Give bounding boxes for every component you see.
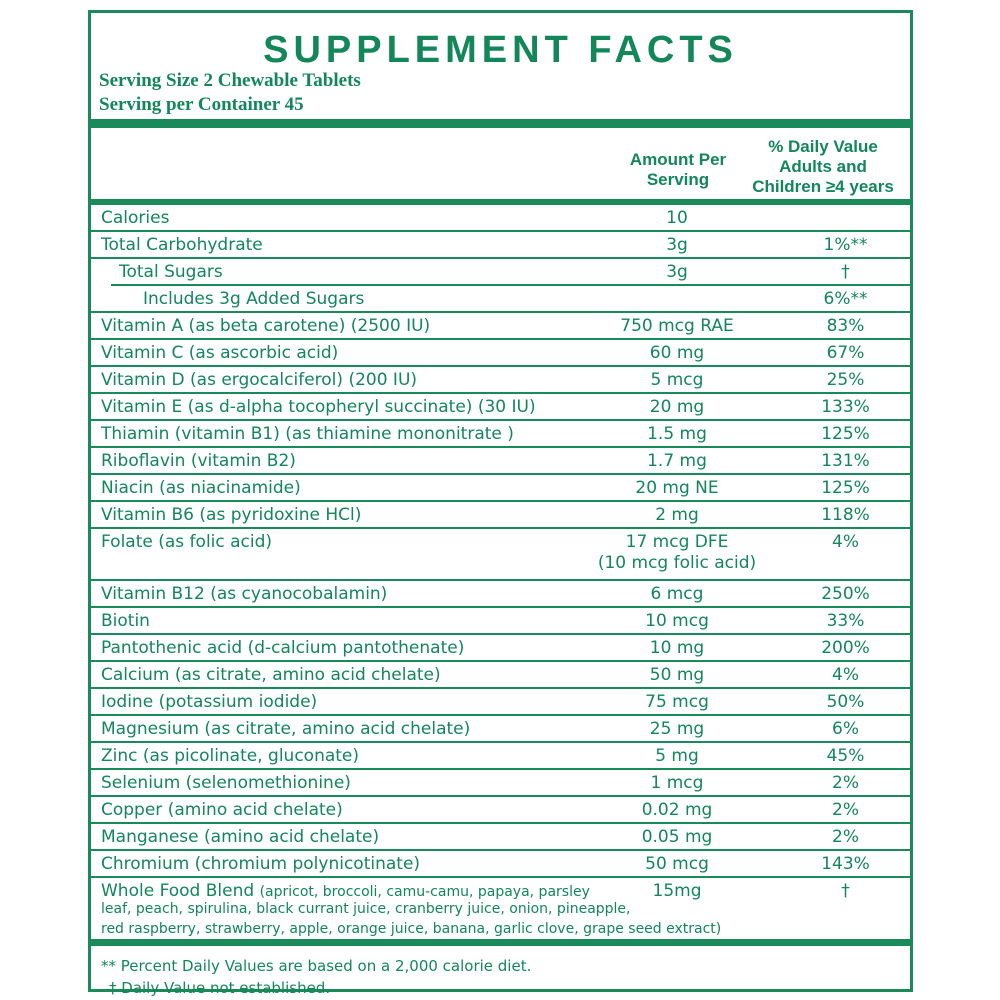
nutrient-amount: 6 mcg: [650, 584, 704, 604]
nutrient-amount: 10 mcg: [645, 611, 709, 631]
table-row: [91, 635, 910, 662]
nutrient-name: Copper (amino acid chelate): [101, 800, 343, 820]
nutrient-dv: 1%**: [823, 235, 868, 255]
table-row: [91, 608, 910, 635]
table-row: [91, 581, 910, 608]
table-row-whole-food-blend: [91, 878, 910, 942]
nutrient-name: Vitamin E (as d-alpha tocopheryl succinate) (30 IU): [101, 397, 536, 417]
table-row: [91, 689, 910, 716]
nutrient-dv: 2%: [832, 827, 859, 847]
nutrient-dv: 118%: [821, 505, 870, 525]
nutrient-amount: 75 mcg: [645, 692, 709, 712]
nutrient-dv: 6%**: [823, 289, 868, 309]
nutrient-name: Iodine (potassium iodide): [101, 692, 318, 712]
table-row: [91, 313, 910, 340]
bottom-thick-divider: [91, 939, 910, 946]
table-row: [91, 475, 910, 502]
dv-header-line3: Children ≥4 years: [752, 177, 894, 196]
amount-header-line2: Serving: [646, 170, 710, 189]
table-row: [91, 716, 910, 743]
dv-header-line2: Adults and: [779, 157, 867, 176]
nutrient-amount: 50 mg: [649, 665, 705, 685]
folate-amount-folic-acid: (10 mcg folic acid): [597, 553, 757, 573]
amount-header-line1: Amount Per: [629, 150, 727, 169]
nutrient-dv: 2%: [832, 773, 859, 793]
table-row: [91, 205, 910, 232]
nutrient-dv: 4%: [832, 532, 859, 552]
nutrient-amount: 1.7 mg: [647, 451, 707, 471]
nutrient-name: Includes 3g Added Sugars: [143, 289, 365, 309]
blend-ingredients-line3: red raspberry, strawberry, apple, orange juice, banana, garlic clove, grape seed extract): [101, 921, 722, 937]
table-row: [91, 529, 910, 581]
nutrient-dv: 33%: [826, 611, 865, 631]
nutrient-name: Magnesium (as citrate, amino acid chelate): [101, 719, 471, 739]
nutrient-amount: 5 mcg: [650, 370, 704, 390]
table-row: [91, 259, 910, 286]
footnote-dv-not-established: † Daily Value not established.: [109, 979, 331, 997]
nutrient-dv: †: [841, 262, 850, 282]
servings-per-container: Serving per Container 45: [99, 94, 304, 115]
dv-header: [737, 137, 909, 197]
nutrient-dv: 250%: [821, 584, 870, 604]
blend-line1: [101, 881, 590, 901]
blend-amount: 15mg: [652, 881, 702, 901]
nutrient-name: Chromium (chromium polynicotinate): [101, 854, 421, 874]
blend-dv: †: [841, 881, 850, 901]
nutrient-amount: 20 mg: [649, 397, 705, 417]
table-row: [91, 232, 910, 259]
blend-ingredients-line2: leaf, peach, spirulina, black currant juice, cranberry juice, onion, pineapple,: [101, 901, 631, 917]
table-row: [91, 743, 910, 770]
nutrient-dv: 125%: [821, 424, 870, 444]
panel-title: SUPPLEMENT FACTS: [263, 29, 738, 71]
nutrient-amount: 10 mg: [649, 638, 705, 658]
nutrient-name: Biotin: [101, 611, 150, 631]
footnote-dv-basis: ** Percent Daily Values are based on a 2,000 calorie diet.: [101, 957, 532, 975]
table-row: [91, 286, 910, 313]
nutrient-amount: 20 mg NE: [635, 478, 719, 498]
nutrient-dv: 200%: [821, 638, 870, 658]
nutrient-amount: 10: [666, 208, 688, 228]
table-row: [91, 394, 910, 421]
nutrient-dv: 25%: [826, 370, 865, 390]
nutrient-name: Zinc (as picolinate, gluconate): [101, 746, 360, 766]
blend-name: Whole Food Blend: [101, 881, 255, 901]
nutrient-name: Thiamin (vitamin B1) (as thiamine mononitrate ): [101, 424, 514, 444]
table-row: [91, 340, 910, 367]
top-thick-divider: [91, 119, 910, 128]
table-row: [91, 851, 910, 878]
table-row: [91, 448, 910, 475]
nutrient-amount: 5 mg: [655, 746, 699, 766]
nutrient-amount: 0.05 mg: [641, 827, 713, 847]
nutrient-amount: 3g: [666, 235, 688, 255]
nutrient-name: Vitamin D (as ergocalciferol) (200 IU): [101, 370, 418, 390]
table-row: [91, 770, 910, 797]
nutrient-name: Selenium (selenomethionine): [101, 773, 351, 793]
nutrient-name: Total Sugars: [119, 262, 223, 282]
nutrient-amount: 1.5 mg: [647, 424, 707, 444]
table-row: [91, 797, 910, 824]
nutrient-amount: [571, 532, 783, 574]
nutrient-dv: 83%: [826, 316, 865, 336]
dv-header-line1: % Daily Value: [768, 137, 878, 156]
amount-header: [603, 150, 753, 190]
table-row: [91, 824, 910, 851]
nutrient-dv: 4%: [832, 665, 859, 685]
nutrient-amount: 25 mg: [649, 719, 705, 739]
nutrient-dv: 6%: [832, 719, 859, 739]
supplement-facts-panel: [88, 10, 913, 997]
table-row: [91, 502, 910, 529]
nutrient-dv: 45%: [826, 746, 865, 766]
nutrient-dv: 125%: [821, 478, 870, 498]
table-row: [91, 367, 910, 394]
nutrient-amount: 2 mg: [655, 505, 699, 525]
nutrient-amount: 60 mg: [649, 343, 705, 363]
nutrient-name: Pantothenic acid (d-calcium pantothenate): [101, 638, 465, 658]
nutrient-amount: 750 mcg RAE: [620, 316, 734, 336]
nutrient-dv: 133%: [821, 397, 870, 417]
nutrient-amount: 3g: [666, 262, 688, 282]
table-row: [91, 421, 910, 448]
nutrient-name: Niacin (as niacinamide): [101, 478, 301, 498]
nutrient-dv: 143%: [821, 854, 870, 874]
nutrient-amount: 50 mcg: [645, 854, 709, 874]
nutrient-dv: 67%: [826, 343, 865, 363]
folate-amount-dfe: 17 mcg DFE: [625, 532, 729, 552]
nutrient-name: Vitamin C (as ascorbic acid): [101, 343, 339, 363]
nutrient-name: Calcium (as citrate, amino acid chelate): [101, 665, 441, 685]
nutrient-name: Folate (as folic acid): [101, 532, 273, 552]
blend-ingredients-line1: (apricot, broccoli, camu-camu, papaya, parsley: [259, 884, 590, 900]
nutrient-name: Calories: [101, 208, 170, 228]
nutrient-dv: 131%: [821, 451, 870, 471]
nutrient-name: Manganese (amino acid chelate): [101, 827, 380, 847]
nutrient-amount: 1 mcg: [650, 773, 704, 793]
nutrient-name: Riboflavin (vitamin B2): [101, 451, 296, 471]
table-row: [91, 662, 910, 689]
nutrient-dv: 50%: [826, 692, 865, 712]
serving-size: Serving Size 2 Chewable Tablets: [99, 70, 361, 91]
nutrient-name: Vitamin A (as beta carotene) (2500 IU): [101, 316, 431, 336]
nutrient-name: Vitamin B6 (as pyridoxine HCl): [101, 505, 362, 525]
nutrient-dv: 2%: [832, 800, 859, 820]
nutrient-amount: 0.02 mg: [641, 800, 713, 820]
nutrient-name: Total Carbohydrate: [101, 235, 263, 255]
nutrient-name: Vitamin B12 (as cyanocobalamin): [101, 584, 388, 604]
